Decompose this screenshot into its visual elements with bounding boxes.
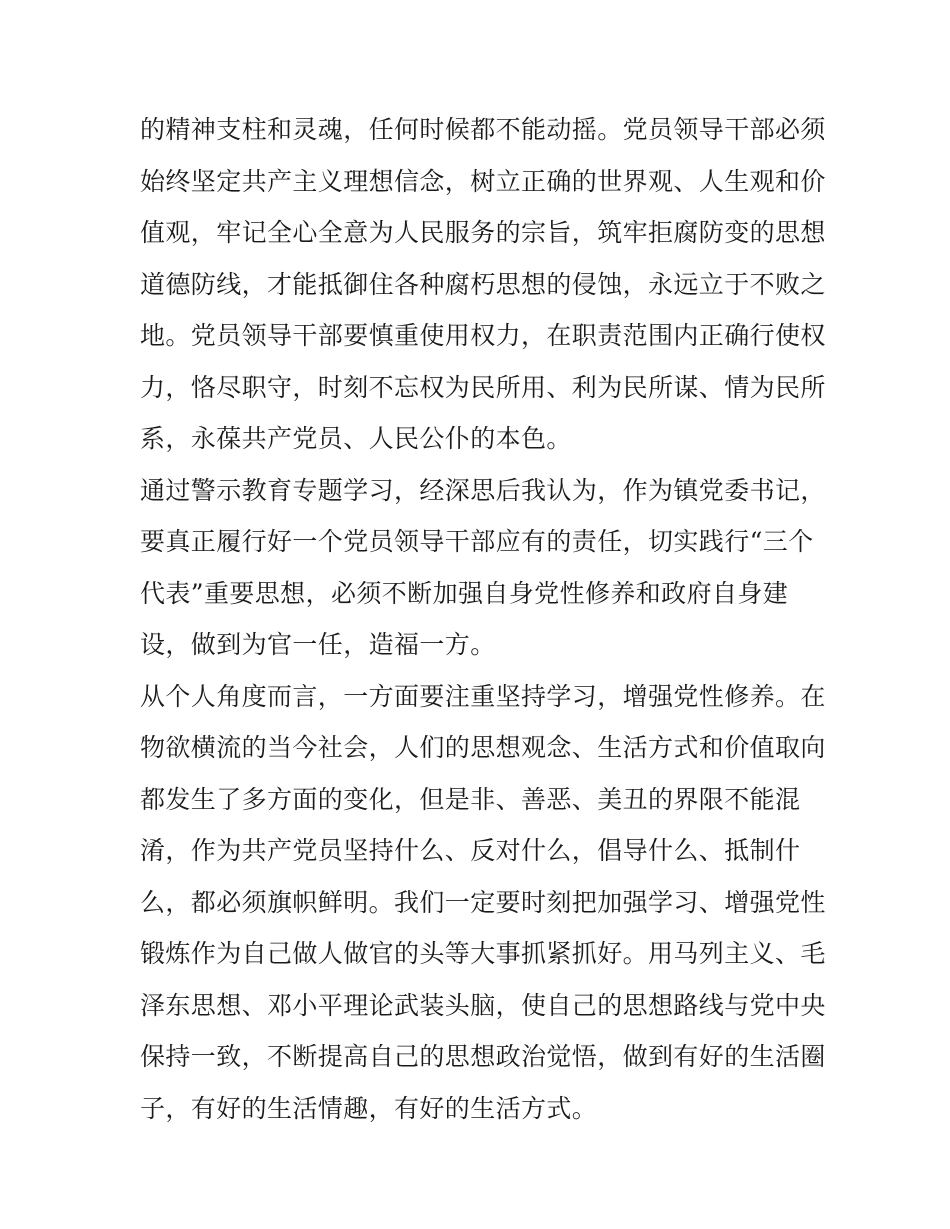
text-line: 的精神支柱和灵魂，任何时候都不能动摇。党员领导干部必须 [140,115,826,144]
text-line: 设，做到为官一任，造福一方。 [140,630,496,659]
text-line: 道德防线，才能抵御住各种腐朽思想的侵蚀，永远立于不败之 [140,269,826,299]
document-body [140,104,826,1134]
text-line: 地。党员领导干部要慎重使用权力，在职责范围内正确行使权 [140,321,826,350]
text-line: 保持一致，不断提高自己的思想政治觉悟，做到有好的生活圈 [140,1042,826,1071]
text-line: 锻炼作为自己做人做官的头等大事抓紧抓好。用马列主义、毛 [140,939,826,968]
text-line: 都发生了多方面的变化，但是非、善恶、美丑的界限不能混 [140,784,801,814]
text-line: 泽东思想、邓小平理论武装头脑，使自己的思想路线与党中央 [140,990,826,1020]
text-line: 始终坚定共产主义理想信念，树立正确的世界观、人生观和价 [140,166,826,196]
text-line: 么，都必须旗帜鲜明。我们一定要时刻把加强学习、增强党性 [140,887,826,917]
text-line: 淆，作为共产党员坚持什么、反对什么，倡导什么、抵制什 [140,836,801,865]
text-line: 要真正履行好一个党员领导干部应有的责任，切实践行“三个 [140,527,814,556]
text-line: 物欲横流的当今社会，人们的思想观念、生活方式和价值取向 [140,733,826,762]
text-line: 系，永葆共产党员、人民公仆的本色。 [140,424,572,453]
text-line: 代表”重要思想，必须不断加强自身党性修养和政府自身建 [140,578,789,608]
text-line: 力，恪尽职守，时刻不忘权为民所用、利为民所谋、情为民所 [140,372,826,402]
text-line: 通过警示教育专题学习，经深思后我认为，作为镇党委书记， [140,475,826,505]
text-line: 从个人角度而言，一方面要注重坚持学习，增强党性修养。在 [140,681,826,711]
text-line: 子，有好的生活情趣，有好的生活方式。 [140,1093,598,1123]
text-line: 值观，牢记全心全意为人民服务的宗旨，筑牢拒腐防变的思想 [140,218,826,247]
